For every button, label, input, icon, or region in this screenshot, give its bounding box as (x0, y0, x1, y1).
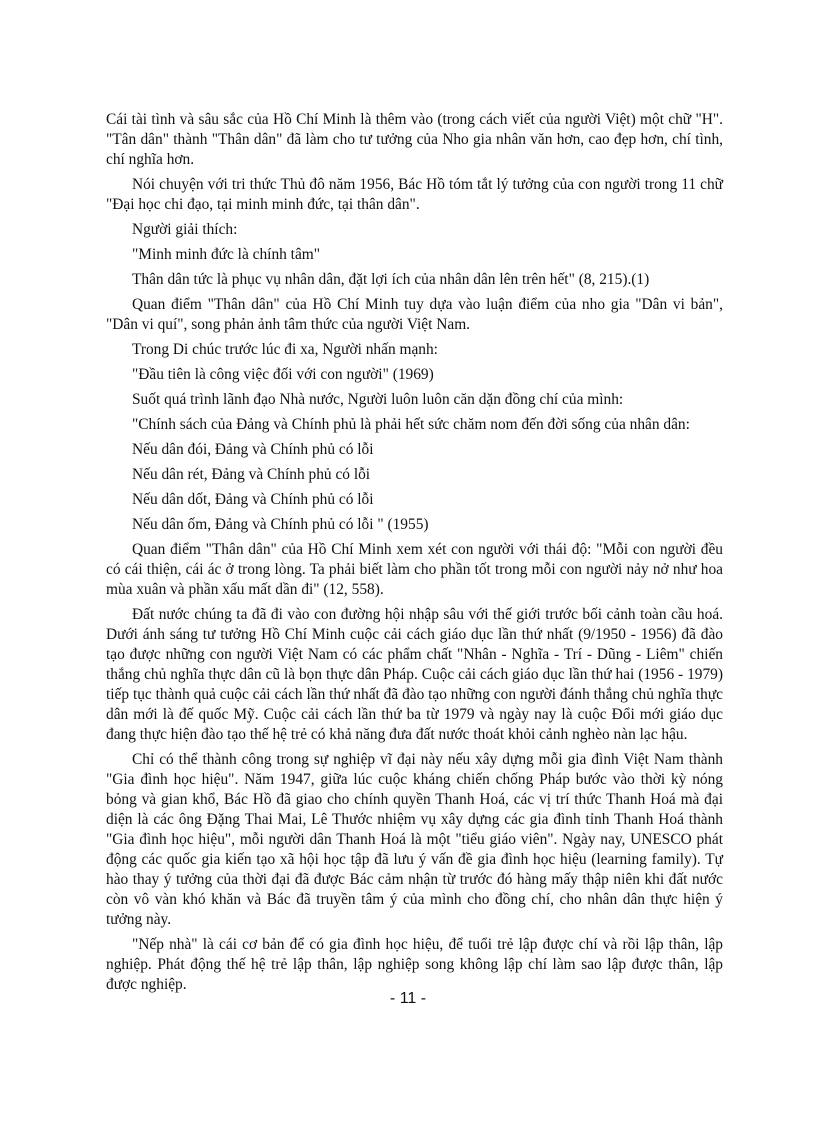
paragraph: Người giải thích: (132, 221, 238, 238)
paragraph: "Nếp nhà" là cái cơ bản để có gia đình học hiệu, để tuổi trẻ lập được chí và rồi lập thân, lập nghiệp. Phát động thế hệ trẻ lập thân, lập nghiệp song không lập chí làm sao lập được thân, lập được nghiệp. (106, 936, 723, 993)
paragraph: Cái tài tình và sâu sắc của Hồ Chí Minh là thêm vào (trong cách viết của người Việt) một chữ "H". "Tân dân" thành "Thân dân" đã làm cho tư tưởng của Nho gia nhân văn hơn, cao đẹp hơn, chí tình, chí nghĩa hơn. (106, 111, 723, 168)
quote-line: Nếu dân ốm, Đảng và Chính phủ có lỗi " (1955) (132, 516, 429, 533)
quote-line: Nếu dân đói, Đảng và Chính phủ có lỗi (132, 441, 374, 458)
quote-line: Nếu dân dốt, Đảng và Chính phủ có lỗi (132, 491, 374, 508)
paragraph: Đất nước chúng ta đã đi vào con đường hội nhập sâu với thế giới trước bối cảnh toàn cầu hoá. Dưới ánh sáng tư tưởng Hồ Chí Minh cuộc cải cách giáo dục lần thứ nhất (9/1950 - 1956) đã đào tạo được những con người Việt Nam có các phẩm chất "Nhân - Nghĩa - Trí - Dũng - Liêm" chiến thắng chủ nghĩa thực dân cũ là bọn thực dân Pháp. Cuộc cải cách giáo dục lần thứ hai (1956 - 1979) tiếp tục thành quả cuộc cải cách lần thứ nhất đã đào tạo những con người đánh thắng chủ nghĩa thực dân mới là đế quốc Mỹ. Cuộc cải cách lần thứ ba từ 1979 và ngày nay là cuộc Đổi mới giáo dục đang thực hiện đào tạo thế hệ trẻ có khả năng đưa đất nước thoát khỏi cảnh nghèo nàn lạc hậu. (106, 606, 723, 743)
quote-line: Thân dân tức là phục vụ nhân dân, đặt lợi ích của nhân dân lên trên hết" (8, 215).(1) (132, 271, 650, 288)
paragraph: Nói chuyện với tri thức Thủ đô năm 1956, Bác Hồ tóm tắt lý tưởng của con người trong 11 chữ "Đại học chi đạo, tại minh minh đức, tại thân dân". (106, 176, 723, 213)
quote-line: "Chính sách của Đảng và Chính phủ là phải hết sức chăm nom đến đời sống của nhân dân: (132, 416, 690, 433)
paragraph: Quan điểm "Thân dân" của Hồ Chí Minh xem xét con người với thái độ: "Mỗi con người đều có cái thiện, cái ác ở trong lòng. Ta phải biết làm cho phần tốt trong mỗi con người nảy nở như hoa mùa xuân và phần xấu mất dần đi" (12, 558). (106, 541, 723, 598)
paragraph: Quan điểm "Thân dân" của Hồ Chí Minh tuy dựa vào luận điểm của nho gia "Dân vi bản", "Dân vi quí", song phản ảnh tâm thức của người Việt Nam. (106, 296, 723, 333)
quote-line: "Minh minh đức là chính tâm" (132, 246, 321, 263)
paragraph: Chỉ có thể thành công trong sự nghiệp vĩ đại này nếu xây dựng mỗi gia đình Việt Nam thành "Gia đình học hiệu". Năm 1947, giữa lúc cuộc kháng chiến chống Pháp bước vào thời kỳ nóng bỏng và gian khổ, Bác Hồ đã giao cho chính quyền Thanh Hoá, các vị trí thức Thanh Hoá mà đại diện là các ông Đặng Thai Mai, Lê Thước nhiệm vụ xây dựng các gia đình tỉnh Thanh Hoá thành "Gia đình học hiệu", mỗi người dân Thanh Hoá là một "tiểu giáo viên". Ngày nay, UNESCO phát động các quốc gia kiến tạo xã hội học tập đã lưu ý vấn đề gia đình học hiệu (learning family). Tự hào thay ý tưởng của thời đại đã được Bác cảm nhận từ trước đó hàng mấy thập niên khi đất nước còn vô vàn khó khăn và Bác đã truyền tâm ý của mình cho đồng chí, cho nhân dân thực hiện ý tưởng này. (106, 751, 723, 928)
page-number: - 11 - (389, 990, 427, 1007)
paragraph: Suốt quá trình lãnh đạo Nhà nước, Người luôn luôn căn dặn đồng chí của mình: (132, 391, 624, 408)
paragraph: Trong Di chúc trước lúc đi xa, Người nhấn mạnh: (132, 341, 438, 358)
quote-line: "Đầu tiên là công việc đối với con người" (1969) (132, 366, 434, 383)
page-body (106, 110, 723, 1000)
quote-line: Nếu dân rét, Đảng và Chính phủ có lỗi (132, 466, 371, 483)
